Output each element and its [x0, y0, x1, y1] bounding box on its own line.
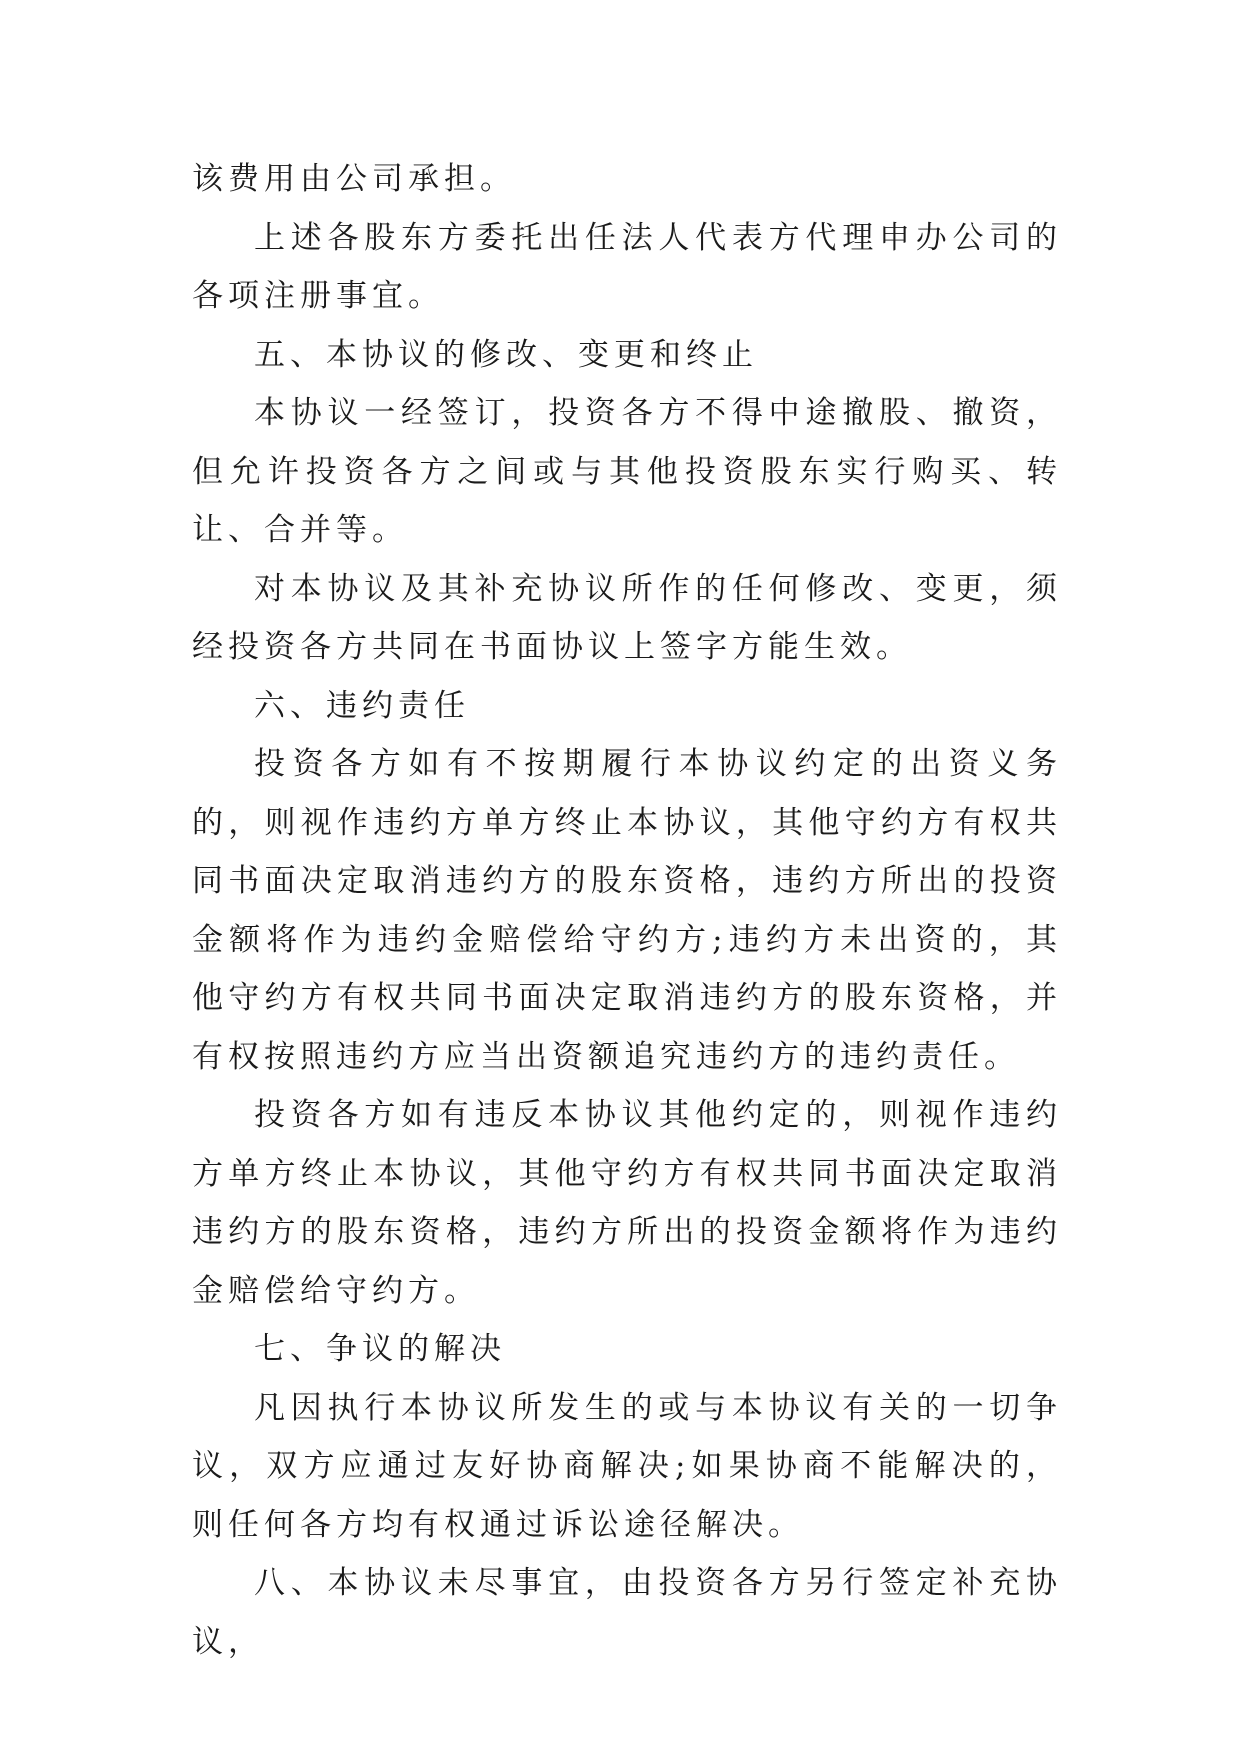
- paragraph-written-changes: 对本协议及其补充协议所作的任何修改、变更，须经投资各方共同在书面协议上签字方能生效。: [192, 570, 1062, 665]
- section-heading-dispute: 七、争议的解决: [254, 1331, 506, 1367]
- paragraph-fee-bearing: 该费用由公司承担。: [192, 161, 516, 197]
- section-heading-supplementary: 八、本协议未尽事宜，由投资各方另行签定补充协议，: [192, 1565, 1062, 1660]
- paragraph-breach-other: 投资各方如有违反本协议其他约定的，则视作违约方单方终止本协议，其他守约方有权共同书面决定取消违约方的股东资格，违约方所出的投资金额将作为违约金赔偿给守约方。: [192, 1097, 1062, 1309]
- paragraph-registration-delegation: 上述各股东方委托出任法人代表方代理申办公司的各项注册事宜。: [192, 219, 1062, 314]
- document-body: [192, 150, 1062, 1671]
- section-heading-amendment: 五、本协议的修改、变更和终止: [254, 336, 758, 373]
- paragraph-breach-capital: 投资各方如有不按期履行本协议约定的出资义务的，则视作违约方单方终止本协议，其他守约方有权共同书面决定取消违约方的股东资格，违约方所出的投资金额将作为违约金赔偿给守约方;违约方未出资的，其他守约方有权共同书面决定取消违约方的股东资格，并有权按照违约方应当出资额追究违约方的违约责任。: [192, 746, 1062, 1075]
- paragraph-no-withdrawal: 本协议一经签订，投资各方不得中途撤股、撤资，但允许投资各方之间或与其他投资股东实行购买、转让、合并等。: [192, 395, 1062, 548]
- section-heading-breach: 六、违约责任: [254, 687, 470, 724]
- paragraph-dispute-resolution: 凡因执行本协议所发生的或与本协议有关的一切争议，双方应通过友好协商解决;如果协商不能解决的，则任何各方均有权通过诉讼途径解决。: [192, 1389, 1062, 1543]
